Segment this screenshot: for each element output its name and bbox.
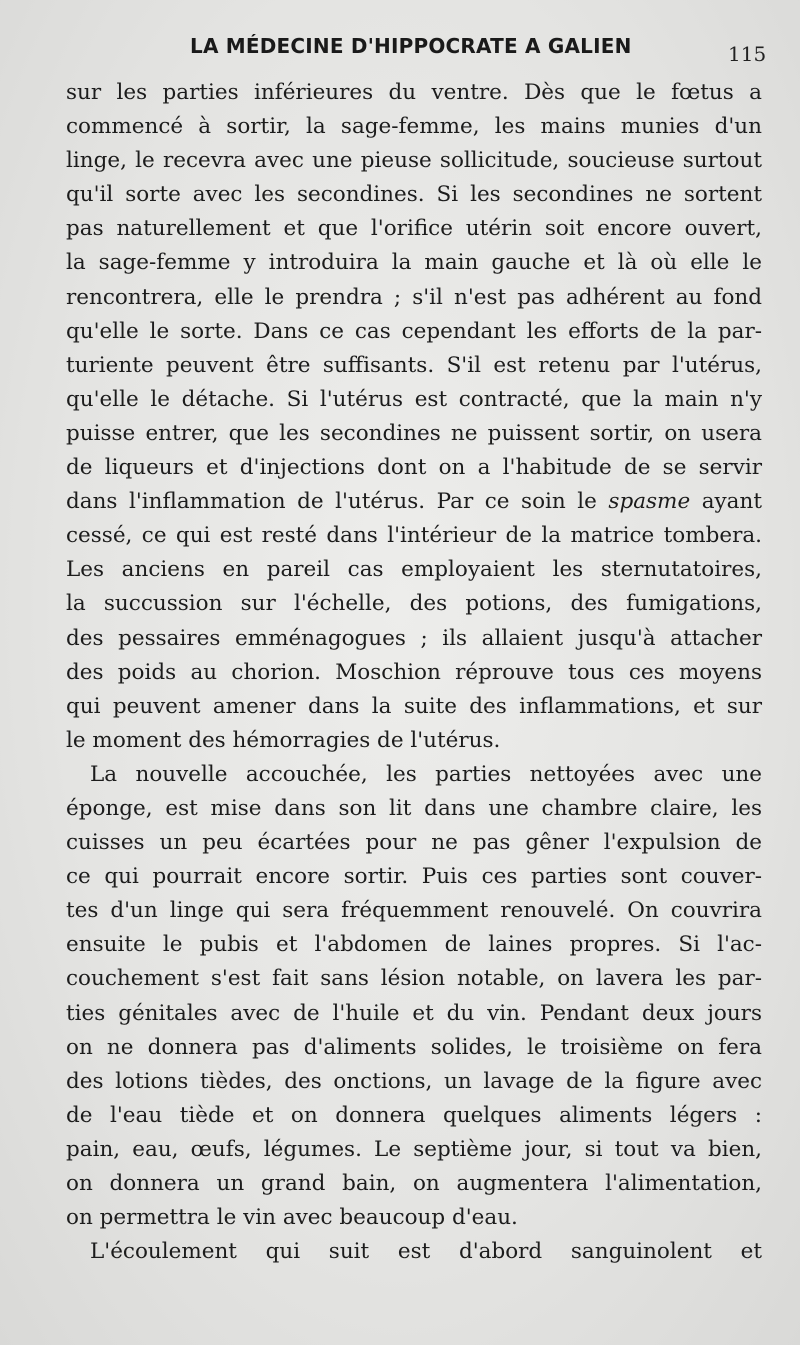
text-line: on donnera un grand bain, on augmentera l'alimentation, — [66, 1171, 762, 1196]
text-line-with-italic — [66, 485, 762, 519]
text-line: cessé, ce qui est resté dans l'intérieur de la matrice tombera. — [66, 523, 762, 549]
text-line: qu'il sorte avec les secondines. Si les secondines ne sortent — [66, 182, 762, 208]
paragraph-end-line: le moment des hémorragies de l'utérus. — [66, 727, 501, 753]
text-line: des poids au chorion. Moschion réprouve tous ces moyens — [66, 659, 762, 685]
text-line: puisse entrer, que les secondines ne puissent sortir, on usera — [66, 420, 762, 446]
text-segment: dans l'inflammation de l'utérus. Par ce soin le — [66, 489, 597, 515]
running-title: LA MÉDECINE D'HIPPOCRATE A GALIEN — [190, 34, 632, 58]
text-segment: ayant — [701, 489, 762, 515]
paragraph-start-line: L'écoulement qui suit est d'abord sanguinolent et — [90, 1239, 762, 1265]
text-line: la sage-femme y introduira la main gauche et là où elle le — [66, 250, 762, 276]
text-line: tes d'un linge qui sera fréquemment renouvelé. On couvrira — [66, 898, 762, 924]
running-header — [0, 30, 800, 70]
italic-term: spasme — [608, 489, 691, 515]
text-line: pain, eau, œufs, légumes. Le septième jour, si tout va bien, — [66, 1136, 762, 1162]
text-line: qu'elle le détache. Si l'utérus est contracté, que la main n'y — [66, 386, 762, 412]
text-line: turiente peuvent être suffisants. S'il est retenu par l'utérus, — [66, 352, 762, 378]
paragraph-end-line: on permettra le vin avec beaucoup d'eau. — [66, 1205, 518, 1231]
text-line: couchement s'est fait sans lésion notable, on lavera les par- — [66, 966, 762, 992]
text-line: des lotions tièdes, des onctions, un lavage de la figure avec — [66, 1068, 762, 1094]
text-line: Les anciens en pareil cas employaient les sternutatoires, — [66, 557, 762, 583]
text-line: qu'elle le sorte. Dans ce cas cependant les efforts de la par- — [66, 318, 762, 344]
body-text — [66, 76, 762, 1269]
text-line: de l'eau tiède et on donnera quelques aliments légers : — [66, 1102, 762, 1128]
text-line: linge, le recevra avec une pieuse sollicitude, soucieuse surtout — [66, 148, 762, 174]
text-line: pas naturellement et que l'orifice utérin soit encore ouvert, — [66, 216, 762, 242]
text-line: éponge, est mise dans son lit dans une chambre claire, les — [66, 795, 762, 821]
text-line: on ne donnera pas d'aliments solides, le troisième on fera — [66, 1034, 762, 1060]
text-line: cuisses un peu écartées pour ne pas gêner l'expulsion de — [66, 830, 762, 856]
paragraph-start-line: La nouvelle accouchée, les parties nettoyées avec une — [90, 761, 762, 787]
text-line: ensuite le pubis et l'abdomen de laines propres. Si l'ac- — [66, 932, 762, 958]
text-line: qui peuvent amener dans la suite des inflammations, et sur — [66, 693, 762, 719]
text-line: des pessaires emménagogues ; ils allaient jusqu'à attacher — [66, 625, 762, 651]
text-line: de liqueurs et d'injections dont on a l'habitude de se servir — [66, 455, 762, 481]
text-line: commencé à sortir, la sage-femme, les mains munies d'un — [66, 114, 762, 140]
text-line: ce qui pourrait encore sortir. Puis ces parties sont couver- — [66, 864, 762, 890]
text-line: rencontrera, elle le prendra ; s'il n'est pas adhérent au fond — [66, 284, 762, 310]
text-line: la succussion sur l'échelle, des potions, des fumigations, — [66, 591, 762, 617]
page-number: 115 — [728, 42, 767, 66]
text-line: sur les parties inférieures du ventre. Dès que le fœtus a — [66, 80, 762, 105]
text-line: ties génitales avec de l'huile et du vin. Pendant deux jours — [66, 1000, 762, 1026]
